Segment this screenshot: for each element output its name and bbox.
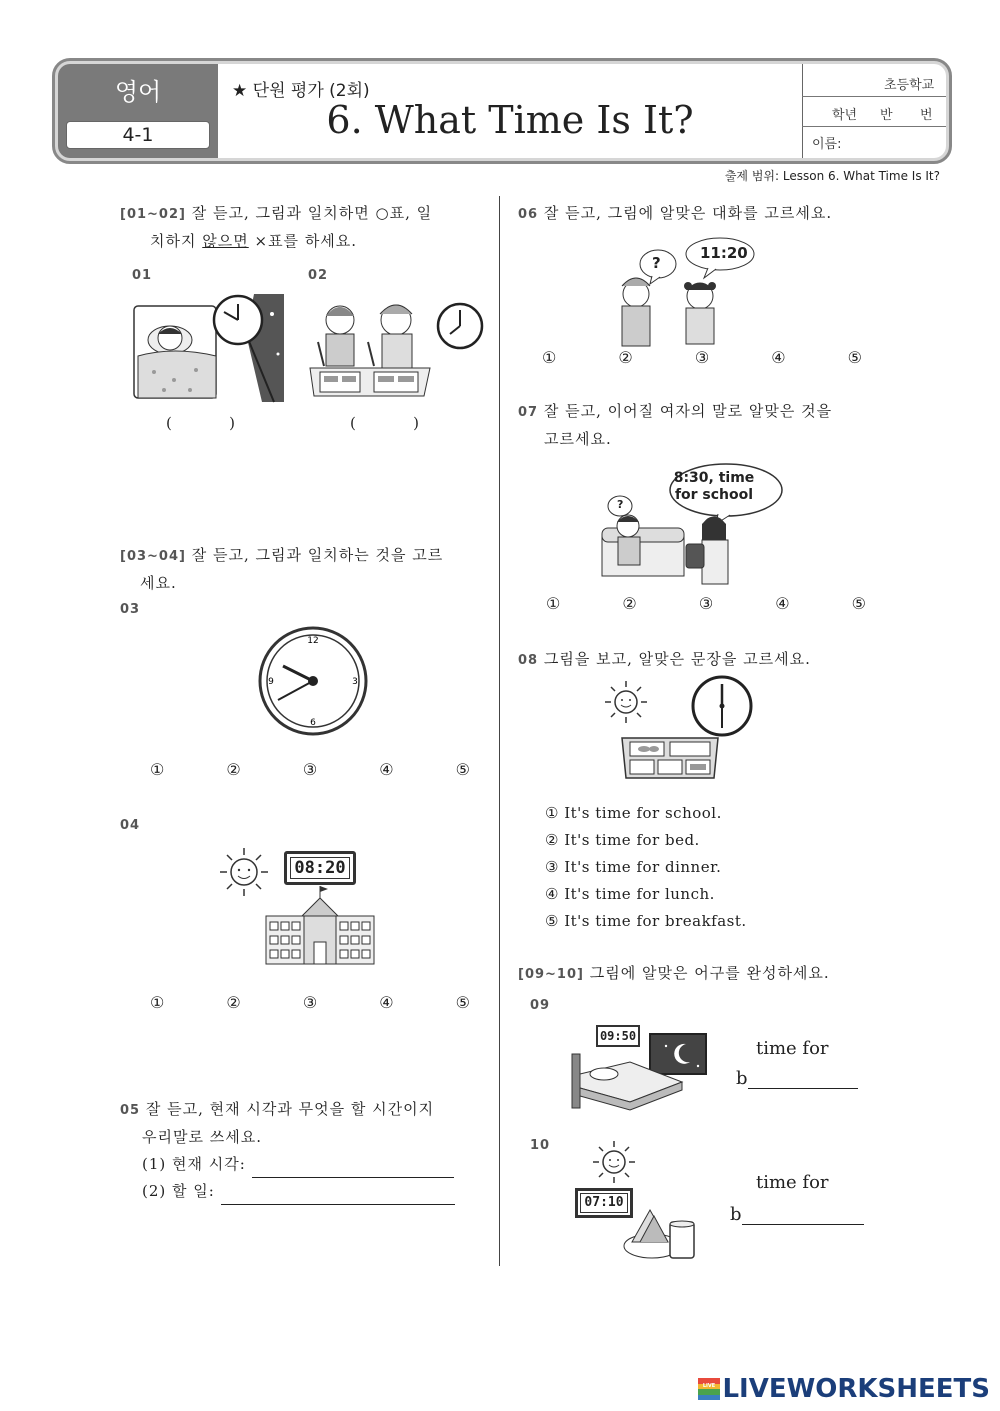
question-number: 06: [518, 207, 539, 222]
question-text: 세요.: [140, 574, 177, 592]
sun-icon: [604, 680, 648, 724]
question-text: 치하지: [150, 232, 203, 250]
question-text: 그림에 알맞은 어구를 완성하세요.: [589, 964, 830, 982]
choice-2[interactable]: ②: [618, 348, 633, 367]
svg-text:12: 12: [307, 636, 319, 646]
choice-2[interactable]: ②: [622, 594, 637, 613]
name-field-label: 이름:: [812, 137, 842, 152]
question-text: 고르세요.: [544, 430, 612, 448]
answer-prefix: b: [730, 1204, 742, 1225]
question-05: [120, 1096, 490, 1205]
option-4[interactable]: ④ It's time for lunch.: [545, 885, 715, 903]
question-09-10: [518, 960, 938, 988]
liveworksheets-logo[interactable]: LIVEWORKSHEETS: [722, 1374, 990, 1404]
question-06: [518, 200, 938, 228]
breakfast-image: [622, 1206, 702, 1262]
question-text: 잘 듣고, 그림에 알맞은 대화를 고르세요.: [543, 204, 833, 222]
choice-1[interactable]: ①: [150, 993, 165, 1012]
bubble-line-2: for school: [674, 487, 754, 503]
answer-10: [730, 1204, 864, 1225]
choice-2[interactable]: ②: [226, 993, 241, 1012]
choice-4[interactable]: ④: [771, 348, 786, 367]
choice-3[interactable]: ③: [698, 594, 714, 613]
sun-icon: [218, 846, 270, 898]
answer-label-1: (1) 현재 시각:: [142, 1155, 246, 1173]
question-text: 잘 듣고, 그림과 일치하면 ○표, 일: [191, 204, 433, 222]
bubble-question: ?: [617, 498, 624, 511]
question-number-02: 02: [308, 268, 329, 283]
answer-line-10[interactable]: [742, 1207, 864, 1225]
question-08: [518, 646, 938, 674]
choice-1[interactable]: ①: [542, 348, 557, 367]
choice-1[interactable]: ①: [546, 594, 561, 613]
question-text: 우리말로 쓰세요.: [142, 1128, 262, 1146]
logo-badge: [698, 1378, 720, 1400]
question-text: 잘 듣고, 이어질 여자의 말로 알맞은 것을: [543, 402, 833, 420]
question-number: [01~02]: [120, 207, 186, 222]
question-01-02: [120, 200, 485, 255]
bubble-line-1: 8:30, time: [673, 470, 755, 486]
option-5[interactable]: ⑤ It's time for breakfast.: [545, 912, 747, 930]
kids-eating-image: [310, 296, 482, 400]
answer-line-09[interactable]: [748, 1071, 858, 1089]
bubble-time: 11:20: [700, 244, 748, 262]
choice-5[interactable]: ⑤: [455, 993, 470, 1012]
question-number-03: 03: [120, 602, 141, 617]
question-number: [09~10]: [518, 967, 584, 982]
choice-1[interactable]: ①: [150, 760, 165, 779]
underlined-word: 않으면: [202, 232, 249, 250]
logo-badge-text: LIVE: [698, 1384, 720, 1390]
choice-3[interactable]: ③: [302, 760, 318, 779]
options-08: [545, 800, 747, 935]
answer-paren-02[interactable]: ( ): [350, 414, 419, 432]
eval-title: ★ 단원 평가 (2회): [232, 81, 370, 101]
digital-time: 08:20: [290, 857, 350, 879]
choices-03: [150, 760, 470, 779]
subject-label: 영어: [114, 78, 162, 106]
choice-4[interactable]: ④: [775, 594, 790, 613]
question-number-09: 09: [530, 998, 551, 1013]
choices-04: [150, 993, 470, 1012]
question-number: 05: [120, 1103, 141, 1118]
digital-clock-09: 09:50: [596, 1025, 640, 1047]
sun-icon: [592, 1140, 636, 1184]
analog-clock-image: [258, 626, 368, 736]
choice-5[interactable]: ⑤: [455, 760, 470, 779]
divider: [802, 96, 946, 97]
lunch-tray-image: [620, 734, 720, 780]
clock-icon: [690, 674, 754, 738]
question-number: 08: [518, 653, 539, 668]
phrase-10: time for: [756, 1172, 829, 1193]
question-text: 잘 듣고, 그림과 일치하는 것을 고르: [191, 546, 444, 564]
grade-label: 4-1: [66, 121, 210, 149]
svg-text:9: 9: [268, 677, 274, 687]
choice-5[interactable]: ⑤: [847, 348, 862, 367]
question-number-10: 10: [530, 1138, 551, 1153]
answer-paren-01[interactable]: ( ): [166, 414, 235, 432]
choices-07: [546, 594, 866, 613]
question-text: 그림을 보고, 알맞은 문장을 고르세요.: [543, 650, 811, 668]
bubble-text: [664, 470, 764, 504]
digital-time: 07:10: [580, 1193, 628, 1213]
choice-2[interactable]: ②: [226, 760, 241, 779]
option-2[interactable]: ② It's time for bed.: [545, 831, 700, 849]
question-03-04: [120, 542, 485, 597]
question-text: ×표를 하세요.: [248, 232, 358, 250]
question-07: [518, 398, 938, 453]
option-3[interactable]: ③ It's time for dinner.: [545, 858, 722, 876]
choice-4[interactable]: ④: [379, 760, 394, 779]
logo-badge-stripe: [698, 1395, 720, 1401]
digital-clock-04: [284, 851, 356, 885]
grade-field-label: 학년: [832, 108, 858, 123]
question-text: 잘 듣고, 현재 시각과 무엇을 할 시간이지: [145, 1100, 435, 1118]
answer-prefix: b: [736, 1068, 748, 1089]
answer-line-1[interactable]: [252, 1162, 454, 1178]
school-label: 초등학교: [884, 78, 935, 93]
svg-text:6: 6: [310, 718, 316, 728]
choice-3[interactable]: ③: [694, 348, 710, 367]
answer-label-2: (2) 할 일:: [142, 1182, 215, 1200]
svg-text:3: 3: [352, 677, 358, 687]
question-number-01: 01: [132, 268, 153, 283]
divider: [802, 126, 946, 127]
class-field-label: 반: [880, 108, 893, 123]
choice-5[interactable]: ⑤: [851, 594, 866, 613]
bubble-question: ?: [652, 254, 661, 272]
question-number: 07: [518, 405, 539, 420]
phrase-09: time for: [756, 1038, 829, 1059]
choices-06: [542, 348, 862, 367]
question-number: [03~04]: [120, 549, 186, 564]
question-number-04: 04: [120, 818, 141, 833]
column-divider: [499, 196, 500, 1266]
choice-3[interactable]: ③: [302, 993, 318, 1012]
sleeping-boy-image: [134, 294, 284, 402]
answer-09: [736, 1068, 858, 1089]
option-1[interactable]: ① It's time for school.: [545, 804, 722, 822]
choice-4[interactable]: ④: [379, 993, 394, 1012]
bed-night-image: [570, 1032, 710, 1112]
school-building-image: [264, 884, 376, 966]
scope-text: 출제 범위: Lesson 6. What Time Is It?: [724, 169, 940, 183]
number-field-label: 번: [920, 108, 933, 123]
answer-line-2[interactable]: [221, 1189, 455, 1205]
page-title: 6. What Time Is It?: [326, 98, 694, 142]
